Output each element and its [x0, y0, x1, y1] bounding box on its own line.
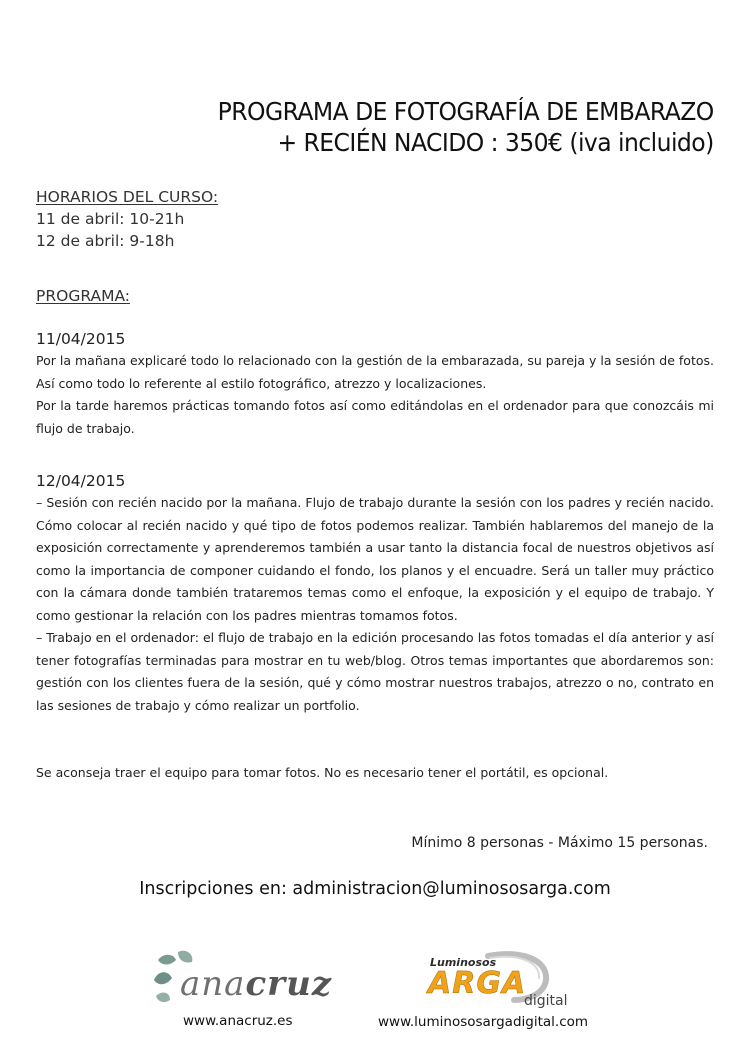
program-day-2 [36, 470, 714, 717]
capacity-note: Mínimo 8 personas - Máximo 15 personas. [411, 835, 708, 851]
arga-small-text: Luminosos [430, 956, 497, 969]
day-1-paragraph: Por la tarde haremos prácticas tomando fotos así como editándolas en el ordenador para que conozcáis mi flujo de trabajo. [36, 398, 714, 436]
anacruz-url[interactable]: www.anacruz.es [183, 1013, 293, 1029]
day-1-paragraph: Por la mañana explicaré todo lo relacionado con la gestión de la embarazada, su pareja y la sesión de fotos. Así como todo lo referente al estilo fotográfico, atrezzo y localizaciones. [36, 353, 714, 391]
title-line-2: + RECIÉN NACIDO : 350€ (iva incluido) [277, 128, 714, 157]
program-header: PROGRAMA: [36, 287, 130, 305]
arga-url[interactable]: www.luminososargadigital.com [378, 1014, 589, 1030]
anacruz-wordmark [180, 964, 332, 1004]
schedule-day-2: 12 de abril: 9-18h [36, 232, 175, 250]
arga-big-text: ARGA [428, 966, 527, 1001]
day-1-description [36, 350, 714, 440]
arga-digital-text: digital [524, 993, 568, 1009]
advice-note: Se aconseja traer el equipo para tomar fotos. No es necesario tener el portátil, es opcional. [36, 765, 609, 780]
anacruz-word-cruz: cruz [245, 964, 333, 1004]
anacruz-word-ana: ana [180, 964, 246, 1004]
program-day-1 [36, 328, 714, 440]
schedule-header: HORARIOS DEL CURSO: [36, 188, 219, 206]
page-title [218, 96, 714, 158]
schedule-day-1: 11 de abril: 10-21h [36, 210, 185, 228]
signup-line: Inscripciones en: administracion@luminososarga.com [139, 879, 611, 899]
title-line-1: PROGRAMA DE FOTOGRAFÍA DE EMBARAZO [217, 97, 714, 126]
day-2-paragraph: – Sesión con recién nacido por la mañana. Flujo de trabajo durante la sesión con los padres y recién nacido. Cómo colocar al recién nacido y qué tipo de fotos podemos realizar. También hablaremos del manejo de la exposición correctamente y aprenderemos también a usar tanto la distancia focal de nuestros objetivos así como la importancia de componer cuidando el fondo, los planos y el encuadre. Será un taller muy práctico con la cámara donde también trataremos temas como el enfoque, la exposición y el equipo de trabajo. Y como gestionar la relación con los padres mientras tomamos fotos. [36, 495, 714, 623]
day-2-paragraph: – Trabajo en el ordenador: el flujo de trabajo en la edición procesando las fotos tomadas el día anterior y así tener fotografías terminadas para mostrar en tu web/blog. Otros temas importantes que abordaremos son: gestión con los clientes fuera de la sesión, qué y cómo mostrar nuestros trabajos, atrezzo o no, contrato en las sesiones de trabajo y cómo realizar un portfolio. [36, 630, 714, 713]
day-2-date: 12/04/2015 [36, 472, 126, 490]
day-2-description [36, 492, 714, 717]
anacruz-logo [150, 950, 350, 1010]
schedule-block [36, 186, 714, 252]
arga-logo [418, 950, 578, 1016]
day-1-date: 11/04/2015 [36, 330, 126, 348]
